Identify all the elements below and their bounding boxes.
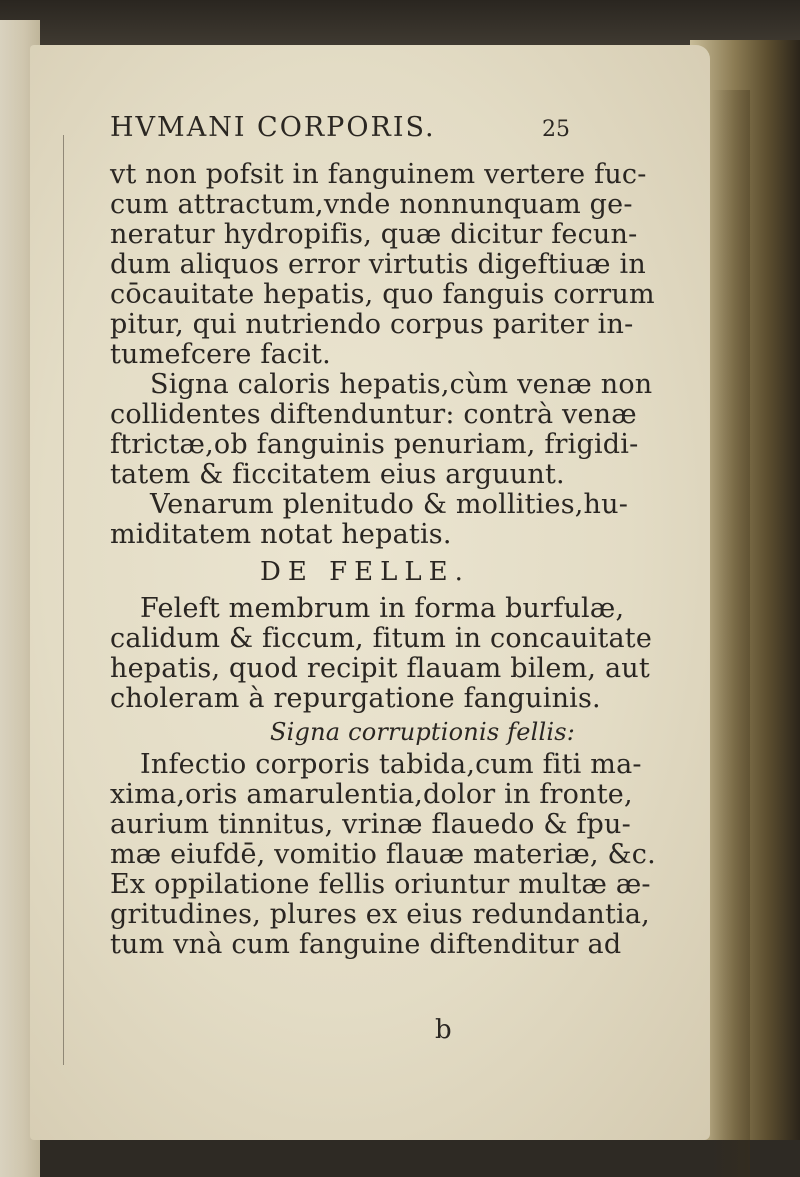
text-line: tumefcere facit.	[110, 339, 331, 370]
text-line: neratur hydropifis, quæ dicitur fecun-	[110, 219, 638, 250]
text-line: ftrictæ,ob fanguinis penuriam, frigidi-	[110, 429, 639, 460]
signature-mark: b	[435, 1015, 452, 1045]
subheading: Signa corruptionis fellis:	[270, 718, 576, 746]
text-line: calidum & ficcum, fitum in concauitate	[110, 623, 653, 654]
text-line: hepatis, quod recipit flauam bilem, aut	[110, 653, 650, 684]
page-number: 25	[542, 117, 570, 142]
text-line: Venarum plenitudo & mollities,hu-	[150, 489, 629, 520]
text-line: Ex oppilatione fellis oriuntur multæ æ-	[110, 869, 651, 900]
text-line: Feleft membrum in forma burfulæ,	[140, 593, 625, 624]
text-line: choleram à repurgatione fanguinis.	[110, 683, 601, 714]
text-line: xima,oris amarulentia,dolor in fronte,	[110, 779, 633, 810]
text-line: cum attractum,vnde nonnunquam ge-	[110, 189, 633, 220]
text-line: miditatem notat hepatis.	[110, 519, 452, 550]
text-line: gritudines, plures ex eius redundantia,	[110, 899, 650, 930]
body-text	[110, 160, 670, 960]
gutter-rule	[63, 135, 64, 1065]
text-line: mæ eiufdē, vomitio flauæ materiæ, &c.	[110, 839, 656, 870]
text-line: dum aliquos error virtutis digeftiuæ in	[110, 249, 646, 280]
page-curl-shadow	[710, 90, 750, 1177]
section-heading: DE FELLE.	[260, 557, 470, 587]
text-line: tatem & ficcitatem eius arguunt.	[110, 459, 565, 490]
text-line: pitur, qui nutriendo corpus pariter in-	[110, 309, 634, 340]
text-line: tum vnà cum fanguine diftenditur ad	[110, 929, 622, 960]
text-line: Signa caloris hepatis,cùm venæ non	[150, 369, 653, 400]
text-line: vt non pofsit in fanguinem vertere fuc-	[110, 159, 647, 190]
text-line: cōcauitate hepatis, quo fanguis corrum	[110, 279, 655, 310]
text-line: collidentes diftenduntur: contrà venæ	[110, 399, 637, 430]
text-line: Infectio corporis tabida,cum fiti ma-	[140, 749, 642, 780]
page-header	[110, 112, 570, 148]
running-head: HVMANI CORPORIS.	[110, 112, 436, 143]
text-line: aurium tinnitus, vrinæ flauedo & fpu-	[110, 809, 631, 840]
